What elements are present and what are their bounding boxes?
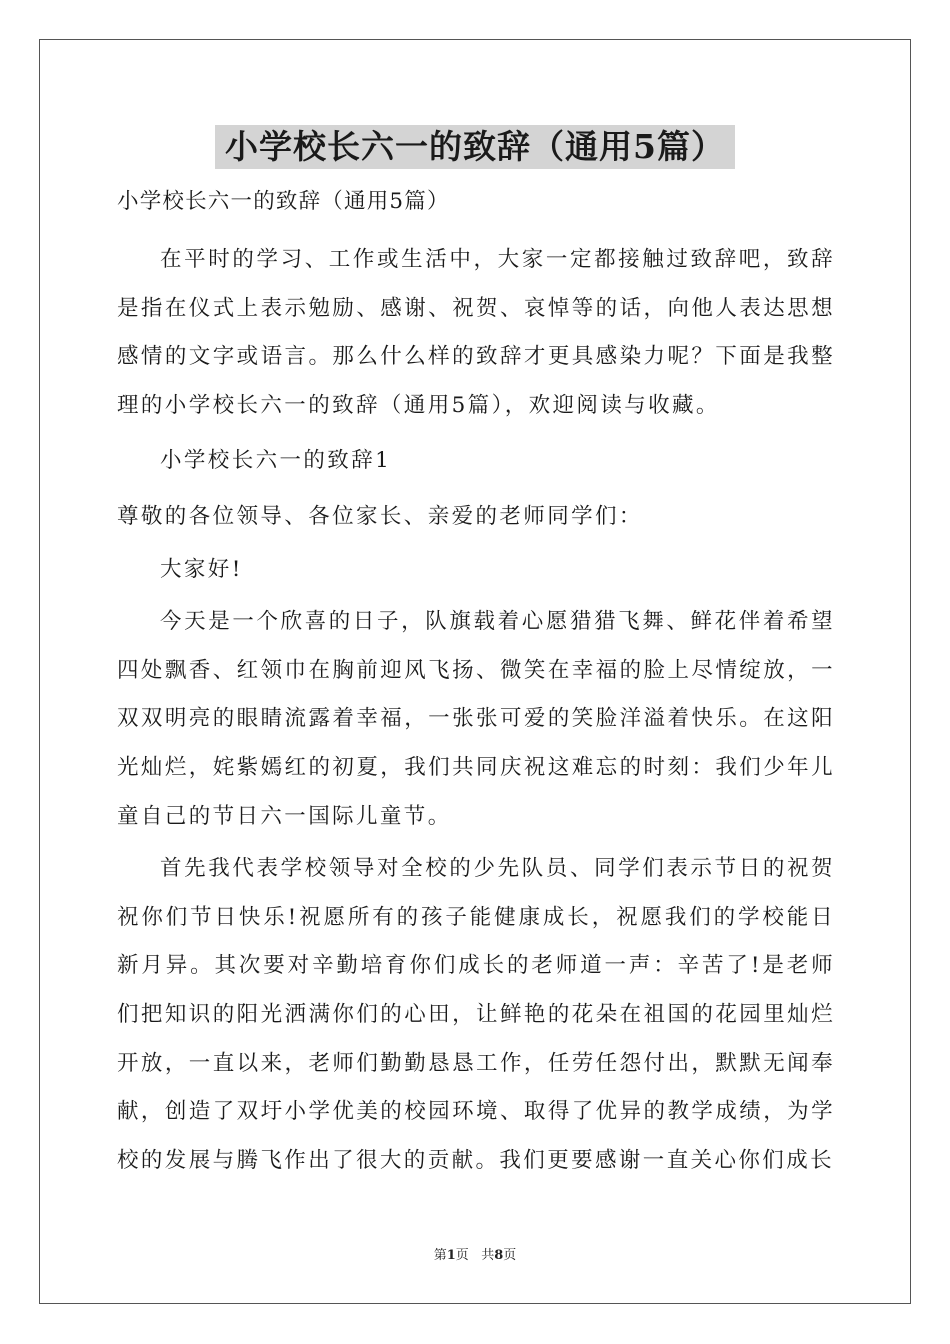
body-paragraph: 首先我代表学校领导对全校的少先队员、同学们表示节日的祝贺祝你们节日快乐!祝愿所有的孩子能健康成长，祝愿我们的学校能日新月异。其次要对辛勤培育你们成长的老师道一声：辛苦了!是老师们把知识的阳光洒满你们的心田，让鲜艳的花朵在祖国的花园里灿烂开放，一直以来，老师们勤勤恳恳工作，任劳任怨付出，默默无闻奉献，创造了双圩小学优美的校园环境、取得了优异的教学成绩，为学校的发展与腾飞作出了很大的贡献。我们更要感谢一直关心你们成长	[117, 856, 835, 1173]
salutation-paragraph: 尊敬的各位领导、各位家长、亲爱的老师同学们：	[117, 503, 643, 529]
footer-prefix: 第	[433, 1248, 447, 1263]
document-subtitle: 小学校长六一的致辞（通用5篇）	[117, 189, 450, 214]
intro-paragraph: 在平时的学习、工作或生活中，大家一定都接触过致辞吧，致辞是指在仪式上表示勉励、感谢、祝贺、哀悼等的话，向他人表达思想感情的文字或语言。那么什么样的致辞才更具感染力呢？下面是我整理的小学校长六一的致辞（通用5篇），欢迎阅读与收藏。	[117, 247, 835, 418]
greeting-paragraph: 大家好!	[160, 556, 243, 582]
footer-page-suffix: 页	[455, 1248, 469, 1263]
footer-total-prefix: 共	[481, 1248, 495, 1263]
document-body	[117, 178, 835, 1185]
footer-page-number: 1	[446, 1248, 456, 1263]
footer-total-suffix: 页	[503, 1248, 517, 1263]
page-footer	[0, 1244, 950, 1263]
document-title: 小学校长六一的致辞（通用5篇）	[215, 125, 735, 169]
section-heading: 小学校长六一的致辞1	[160, 448, 392, 474]
title-container	[0, 125, 950, 169]
body-paragraph: 今天是一个欣喜的日子，队旗载着心愿猎猎飞舞、鲜花伴着希望四处飘香、红领巾在胸前迎风飞扬、微笑在幸福的脸上尽情绽放，一双双明亮的眼睛流露着幸福，一张张可爱的笑脸洋溢着快乐。在这阳光灿烂，姹紫嫣红的初夏，我们共同庆祝这难忘的时刻：我们少年儿童自己的节日六一国际儿童节。	[117, 609, 835, 829]
footer-total-pages: 8	[494, 1248, 504, 1263]
